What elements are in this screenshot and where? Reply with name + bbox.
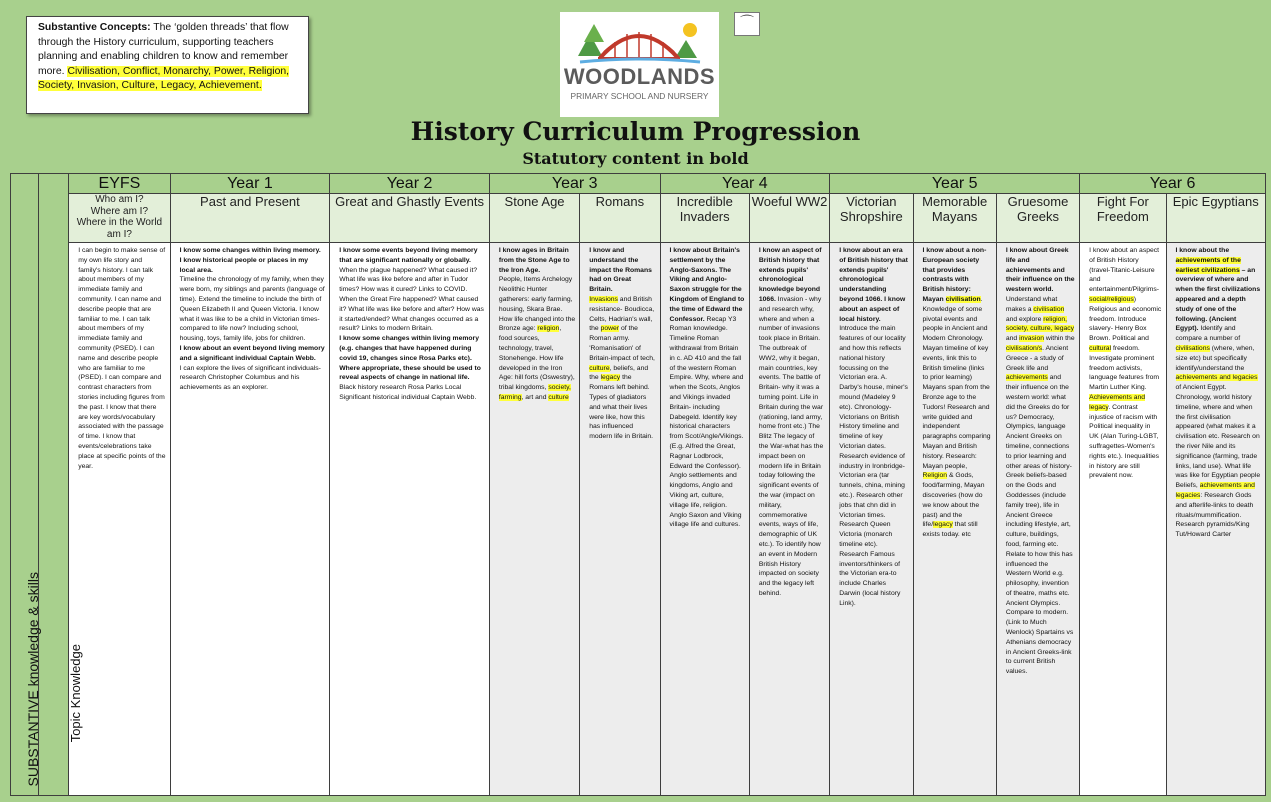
y1-statutory-2: I know historical people or places in my local area. <box>179 256 309 274</box>
header-banner <box>10 10 1261 173</box>
egy-text-4: : Research Gods and afterlife-links to death rituals/mummification. Research pyramids/King Tut/Howard Carter <box>1175 491 1254 539</box>
year-header-6: Year 6 <box>1080 174 1266 194</box>
content-mayans <box>913 243 996 796</box>
topic-mayans: Memorable Mayans <box>913 194 996 243</box>
topic-invaders: Incredible Invaders <box>660 194 749 243</box>
content-stone-age <box>489 243 579 796</box>
rainbow-icon: ⌒ <box>734 12 760 36</box>
school-logo <box>560 12 719 117</box>
may-hl-3: legacy <box>933 521 953 529</box>
may-text-3: that still exists today. etc <box>922 521 978 539</box>
content-romans <box>580 243 660 796</box>
egy-hl-3: achievements and legacies <box>1175 374 1258 382</box>
substantive-concepts-box <box>26 16 309 114</box>
grk-hl-3: invasion <box>1019 335 1044 343</box>
egy-hl-4: achievements and legacies <box>1175 482 1255 499</box>
concepts-label: Substantive Concepts: <box>38 22 151 33</box>
year-header-1: Year 1 <box>170 174 330 194</box>
concepts-highlight: Civilisation, Conflict, Monarchy, Power, Religion, Society, Invasion, Culture, Legacy, Achievement. <box>38 65 290 91</box>
content-egyptians <box>1166 243 1266 796</box>
egy-hl-1: achievements of the earliest civilizations <box>1175 256 1241 274</box>
rom-hl-2: power <box>600 325 620 333</box>
frd-hl-3: Achievements and legacy <box>1089 393 1146 411</box>
grk-hl-2: religion, society, culture, legacy <box>1005 315 1075 333</box>
topic-romans: Romans <box>580 194 660 243</box>
content-eyfs-text: I can begin to make sense of my own life story and family's history. I can talk about members of my immediate family and community. I can name and describe people that are familiar to me. I can talk about members of my immediate family and community (PSED). I can name and describe people who are familiar to me (PSED). I can compare and contrast characters from stories including figures from the past. I know that there are key words/vocabulary associated with the passage of time. I know that events/celebrations take place at specific points of the year. <box>78 247 166 470</box>
y2-statutory-2: I know some changes within living memory (e.g. changes that have happened during covid 19, changes since Rosa Parks etc). Where appropriate, these should be used to reveal aspects of change in national life. <box>339 335 481 382</box>
side-column-inner <box>39 174 83 796</box>
grk-hl-1: civilisation <box>1033 305 1065 313</box>
rom-text-2: of the Roman army. 'Romanisation' of Britain-impact of tech, <box>589 325 655 362</box>
logo-name: WOODLANDS <box>563 64 716 89</box>
topic-stone-age: Stone Age <box>489 194 579 243</box>
inv-statutory: I know about Britain's settlement by the Anglo-Saxons. The Viking and Anglo-Saxon struggle for the Kingdom of England to the time of Edward the Confessor. <box>669 247 745 323</box>
inv-text: Recap Y3 Roman knowledge. Timeline Roman withdrawal from Britain in c. AD 410 and the fall of the western Roman Empire. Why, where and when the Scots, Anglos and Vikings invaded Britain- including Dabegeld. Identify key historical characters from Scot/Angle/Vikings. (E.g. Alfred the Great, Ragnar Lodbrock, Edward the Confessor). Anglo settlements and kingdoms, Anglo and Viking art, culture, village life, religion. Anglo Saxon and Viking village life and cultures. <box>669 315 744 529</box>
grk-statutory: I know about Greek life and achievements and their influence on the western world. <box>1005 247 1075 294</box>
egy-text-1: Identify and compare a number of <box>1175 325 1241 343</box>
egy-text-3: of Ancient Egypt. Chronology, world history timeline, where and when the first civilisation appeared (what makes it a civilisation etc. Research on the river Nile and its significance (farming, trade links, land use). What life was like for Egyptian people Beliefs, <box>1175 384 1261 490</box>
stone-text-2: , food sources, technology, travel, Stonehenge. How life developed in the Iron Age: hill forts (Oswestry), tribal kingdoms, <box>498 325 575 392</box>
stone-text-3: , art and <box>521 393 549 401</box>
grk-hl-4: civilisation/s <box>1005 344 1043 352</box>
egy-text-2: (where, when, size etc) but specifically identify/understand the <box>1175 344 1255 372</box>
topic-ww2: Woeful WW2 <box>749 194 829 243</box>
y1-text: Timeline the chronology of my family, when they were born, my siblings and parents (language of time). Extend the timeline to include the birth of Queen Elizabeth II and Queen Victoria. I know what it was like to be a child in Victorian times- compared to life now? Including school, housing, toys, family life, jobs for children. <box>179 276 325 343</box>
topic-victorian: Victorian Shropshire <box>830 194 913 243</box>
grk-text-1: Understand what makes a <box>1005 295 1058 313</box>
year-header-3: Year 3 <box>489 174 660 194</box>
substantive-label: SUBSTANTIVE knowledge & skills <box>24 571 41 786</box>
frd-text-2: ) Religious and economic freedom. Introduce slavery- Henry Box Brown. Political and <box>1089 295 1162 343</box>
vic-text: Introduce the main features of our locality and how this reflects national history focussing on the Victorian era. A. Darby's house, miner's mound (Madeley 9 etc). Chronology- Victorians on British History timeline and timeline of key Victorian dates. Research evidence of industry in Ironbridge- Victorian era (tar tunnels, china, mining etc.). Research other jobs that chn did in Victorian times. Research Queen Victoria (monarch timeline etc). Research Famous inventors/thinkers of the Victorian era-to include Charles Darwin (local history Link). <box>839 325 908 607</box>
frd-text-4: . Contrast injustice of racism with Political inequality in UK (Alan Turing-LGBT, suffragettes-Women's rights etc.). Inequalities in history are still prevalent now. <box>1089 403 1160 480</box>
rom-text-4: the Romans left behind. Types of gladiators and what their lives were like, how this has influenced modern life in Britain. <box>589 374 654 441</box>
y2-text: When the plague happened? What caused it? What life was like before and after in Tudor times? How was it cured? Links to COVID. When the Great Fire happened? What caused it? What life was like before and after? How was it started/ended? What changes occurred as a result? Links to modern Britain. <box>339 266 484 333</box>
topic-egyptians: Epic Egyptians <box>1166 194 1266 243</box>
frd-hl-2: cultural <box>1089 344 1112 352</box>
content-invaders <box>660 243 749 796</box>
grk-text-5: . Ancient Greece - a study of Greek life and <box>1005 344 1069 372</box>
vic-statutory: I know about an era of British history that extends pupils' chronological understanding beyond 1066. I know about an aspect of local history. <box>839 247 908 323</box>
egy-hl-2: civilisations <box>1175 344 1210 352</box>
grk-text-4: within the <box>1044 335 1075 343</box>
may-statutory: I know about a non-European society that provides contrasts with British history: Mayan <box>922 247 987 303</box>
y1-statutory-1: I know some changes within living memory. <box>179 247 321 254</box>
ww2-text: Invasion - why and research why, where and when a number of invasions took place in Britain. The outbreak of WW2, why it began, main countries, key events. The battle of Britain- why it was a turning point. Life in Britain during the war (rationing, land army, home front etc.) The Blitz The legacy of the War-what has the impact been on modern life in Britain today following the significant events of the war (impact on military, commemorative events, ways of life, demographic of UK etc.). To identify how an event in Modern British History impacted on society and the legacy left behind. <box>758 295 824 597</box>
stone-hl-3: culture <box>548 393 569 401</box>
page-subtitle: Statutory content in bold <box>522 149 749 168</box>
rom-text-1: and British resistance- Boudicca, Celts, Hadrian's wall, the <box>589 295 655 333</box>
rom-text-3: , beliefs, and the <box>589 364 649 382</box>
y2-text-2: Black history research Rosa Parks Local Significant historical individual Captain Webb. <box>339 384 477 401</box>
content-year1 <box>170 243 330 796</box>
grk-hl-5: achievements <box>1005 374 1048 382</box>
content-freedom <box>1080 243 1166 796</box>
frd-text-1: I know about an aspect of British History (travel-Titanic-Leisure and entertainment/Pilgrims- <box>1089 247 1160 294</box>
y1-text-2: I can explore the lives of significant individuals- research Christopher Columbus and his achievements as an explorer. <box>179 364 321 392</box>
topic-great-ghastly: Great and Ghastly Events <box>330 194 490 243</box>
page-title: History Curriculum Progression <box>410 117 861 146</box>
y1-statutory-3: I know about an event beyond living memory and a significant individual Captain Webb. <box>179 344 325 362</box>
may-hl-1: civilisation <box>945 295 981 303</box>
may-text-1: . Knowledge of some pivotal events and people in Ancient and Modern Chronology. Mayan timeline of key events, link this to British timeline (links to prior learning) Mayans span from the Bronze age to the Tudors! Research and write guided and independent paragraphs comparing Mayan and British history. Research: Mayan people, <box>922 295 991 470</box>
topic-past-present: Past and Present <box>170 194 330 243</box>
curriculum-table <box>10 173 1266 796</box>
topic-knowledge-label: Topic Knowledge <box>67 643 83 742</box>
rom-hl-4: legacy <box>600 374 621 382</box>
bridge-trees-icon <box>560 12 719 70</box>
ww2-statutory: I know an aspect of British history that extends pupils' chronological knowledge beyond 1066. <box>758 247 822 303</box>
grk-text-6: and their influence on the western world: what did the Greeks do for us? Democracy, Olympics, language Ancient Greeks on timeline, connections to prior learning and other areas of history- Greek beliefs-based on the Gods and Goddesses (include family tree), life in Ancient Greece including lifestyle, art, culture, buildings, food, farming etc. Relate to how this has influenced the Western World e.g. philosophy, invention of theatre, maths etc. Ancient Olympics. Compare to modern. (Link to Much Wenlock) Spartains vs Athenians democracy in Ancient Greeks-link to current British values. <box>1005 374 1074 676</box>
rom-statutory: I know and understand the impact the Romans had on Great Britain. <box>589 247 652 294</box>
frd-hl-1: social/religious <box>1089 295 1134 303</box>
topic-row <box>11 194 1266 243</box>
frd-text-3: freedom. Investigate prominent freedom activists, language features from Martin Luther King. <box>1089 344 1160 392</box>
grk-text-2: and explore <box>1005 315 1044 323</box>
topic-eyfs: Who am I? Where am I? Where in the World am I? <box>69 194 170 243</box>
stone-text-1: People, Items Archelogy Neolithic Hunter gatherers: early farming, housing, Skara Brae. How life changed into the Bronze age: <box>498 276 576 333</box>
content-row <box>11 243 1266 796</box>
logo-subtitle: PRIMARY SCHOOL AND NURSERY <box>570 91 709 101</box>
stone-hl-1: religion <box>537 325 560 333</box>
content-victorian <box>830 243 913 796</box>
may-text-2: & Gods, food/farming, Mayan discoveries (how do we know about the past) and the life/ <box>922 472 985 529</box>
year-header-4: Year 4 <box>660 174 830 194</box>
concepts-text: The ‘golden threads’ that flow through the History curriculum, supporting teachers planning and enabling children to know and remember more. <box>38 22 289 77</box>
rom-hl-1: Invasions <box>589 295 618 303</box>
grk-text-3: and <box>1005 335 1020 343</box>
egy-statutory-1: I know about the <box>1175 247 1230 254</box>
content-year2 <box>330 243 490 796</box>
side-column-outer <box>11 174 39 796</box>
rom-hl-3: culture <box>589 364 610 372</box>
stone-hl-2: society, farming <box>498 384 571 401</box>
content-greeks <box>996 243 1079 796</box>
topic-greeks: Gruesome Greeks <box>996 194 1079 243</box>
year-header-2: Year 2 <box>330 174 490 194</box>
topic-freedom: Fight For Freedom <box>1080 194 1166 243</box>
stone-statutory: I know ages in Britain from the Stone Age to the Iron Age. <box>498 247 570 274</box>
y2-statutory-1: I know some events beyond living memory that are significant nationally or globally. <box>339 247 478 264</box>
year-header-row <box>11 174 1266 194</box>
year-header-eyfs: EYFS <box>69 174 170 194</box>
content-ww2 <box>749 243 829 796</box>
year-header-5: Year 5 <box>830 174 1080 194</box>
may-hl-2: Religion <box>922 472 948 480</box>
egy-statutory-2: – an overview of where and when the first civilizations appeared and a depth study of one of the following. (Ancient Egypt). <box>1175 266 1261 333</box>
